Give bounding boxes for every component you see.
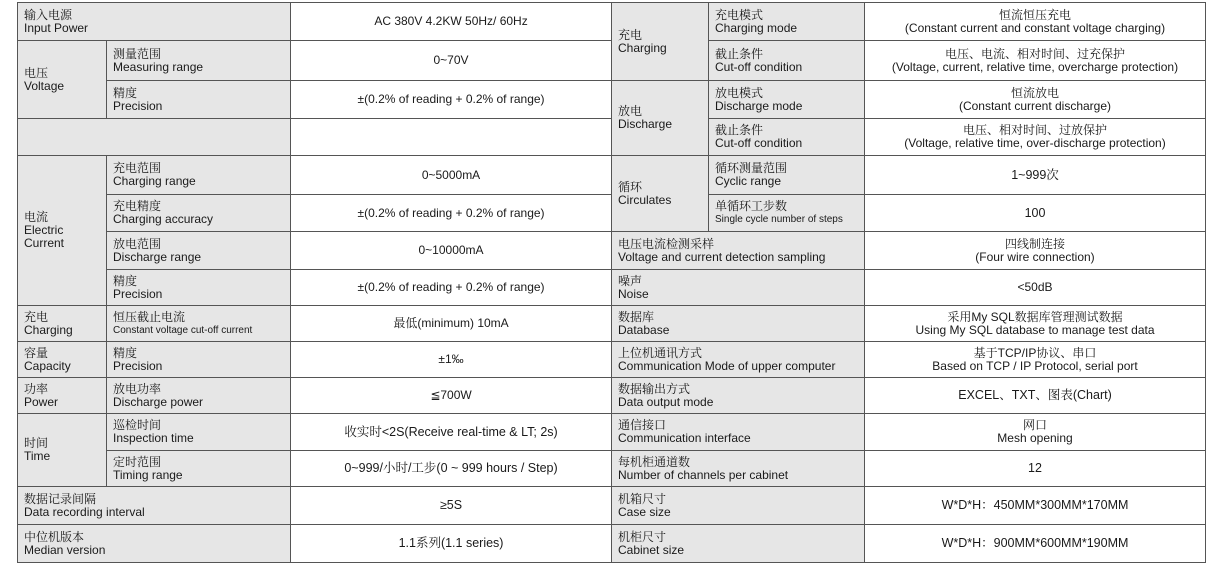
value-communication-interface: 网口 Mesh opening — [865, 414, 1206, 451]
label-charging-accuracy: 充电精度 Charging accuracy — [107, 195, 291, 232]
row-cutoff-current — [18, 306, 612, 342]
row-inspection-time — [18, 414, 612, 451]
label-charging-mode: 充电模式 Charging mode — [709, 3, 865, 41]
value-charging-cutoff: 电压、电流、相对时间、过充保护 (Voltage, current, relative time, overcharge protection) — [865, 41, 1206, 81]
row-detection-sampling — [612, 232, 1206, 270]
label-voltage: 电压 Voltage — [18, 41, 107, 119]
label-time: 时间 Time — [18, 414, 107, 487]
row-cyclic-range — [612, 156, 1206, 195]
label-power: 功率 Power — [18, 378, 107, 414]
row-current-precision — [18, 270, 612, 306]
label-voltage-precision: 精度 Precision — [107, 81, 291, 119]
value-median-version: 1.1系列(1.1 series) — [291, 525, 612, 563]
spec-sheet — [17, 2, 1205, 574]
row-voltage-precision — [18, 81, 612, 119]
label-circulates: 循环 Circulates — [612, 156, 709, 232]
row-discharge-range — [18, 232, 612, 270]
value-capacity-precision: ±1‰ — [291, 342, 612, 378]
row-channels-per-cabinet — [612, 451, 1206, 487]
spec-table-right — [611, 2, 1205, 563]
value-noise: <50dB — [865, 270, 1206, 306]
value-voltage-precision: ±(0.2% of reading + 0.2% of range) — [291, 81, 612, 119]
label-timing-range: 定时范围 Timing range — [107, 451, 291, 487]
label-charging-range: 充电范围 Charging range — [107, 156, 291, 195]
row-charging-mode — [612, 3, 1206, 41]
value-data-output: EXCEL、TXT、图表(Chart) — [865, 378, 1206, 414]
label-detection-sampling: 电压电流检测采样 Voltage and current detection sampling — [612, 232, 865, 270]
value-communication-mode: 基于TCP/IP协议、串口 Based on TCP / IP Protocol, serial port — [865, 342, 1206, 378]
row-median-version — [18, 525, 612, 563]
label-communication-interface: 通信接口 Communication interface — [612, 414, 865, 451]
label-charging: 充电 Charging — [18, 306, 107, 342]
value-detection-sampling: 四线制连接 (Four wire connection) — [865, 232, 1206, 270]
label-charging-right: 充电 Charging — [612, 3, 709, 81]
row-recording-interval — [18, 487, 612, 525]
row-charging-range — [18, 156, 612, 195]
row-discharge-mode — [612, 81, 1206, 119]
value-recording-interval: ≥5S — [291, 487, 612, 525]
value-discharge-power: ≦700W — [291, 378, 612, 414]
row-timing-range — [18, 451, 612, 487]
value-cutoff-current: 最低(minimum) 10mA — [291, 306, 612, 342]
label-inspection-time: 巡检时间 Inspection time — [107, 414, 291, 451]
row-voltage-range — [18, 41, 612, 81]
label-median-version: 中位机版本 Median version — [18, 525, 291, 563]
label-voltage-range: 测量范围 Measuring range — [107, 41, 291, 81]
label-cabinet-size: 机柜尺寸 Cabinet size — [612, 525, 865, 563]
value-cabinet-size: W*D*H：900MM*600MM*190MM — [865, 525, 1206, 563]
value-input-power: AC 380V 4.2KW 50Hz/ 60Hz — [291, 3, 612, 41]
label-discharge: 放电 Discharge — [612, 81, 709, 156]
label-communication-mode: 上位机通讯方式 Communication Mode of upper computer — [612, 342, 865, 378]
label-cyclic-range: 循环测量范围 Cyclic range — [709, 156, 865, 195]
row-input-power — [18, 3, 612, 41]
row-database — [612, 306, 1206, 342]
spec-table-left — [17, 2, 611, 563]
label-capacity: 容量 Capacity — [18, 342, 107, 378]
value-discharge-mode: 恒流放电 (Constant current discharge) — [865, 81, 1206, 119]
label-discharge-cutoff: 截止条件 Cut-off condition — [709, 119, 865, 156]
value-current-precision: ±(0.2% of reading + 0.2% of range) — [291, 270, 612, 306]
row-blank — [18, 119, 612, 156]
value-inspection-time: 收实时<2S(Receive real-time & LT; 2s) — [291, 414, 612, 451]
value-database: 采用My SQL数据库管理测试数据 Using My SQL database to manage test data — [865, 306, 1206, 342]
label-discharge-power: 放电功率 Discharge power — [107, 378, 291, 414]
value-charging-range: 0~5000mA — [291, 156, 612, 195]
label-noise: 噪声 Noise — [612, 270, 865, 306]
value-discharge-cutoff: 电压、相对时间、过放保护 (Voltage, relative time, over-discharge protection) — [865, 119, 1206, 156]
label-discharge-range: 放电范围 Discharge range — [107, 232, 291, 270]
value-case-size: W*D*H：450MM*300MM*170MM — [865, 487, 1206, 525]
label-capacity-precision: 精度 Precision — [107, 342, 291, 378]
value-cyclic-range: 1~999次 — [865, 156, 1206, 195]
label-discharge-mode: 放电模式 Discharge mode — [709, 81, 865, 119]
blank-value — [291, 119, 612, 156]
row-case-size — [612, 487, 1206, 525]
row-noise — [612, 270, 1206, 306]
label-data-output: 数据输出方式 Data output mode — [612, 378, 865, 414]
row-data-output — [612, 378, 1206, 414]
label-database: 数据库 Database — [612, 306, 865, 342]
value-charging-mode: 恒流恒压充电 (Constant current and constant voltage charging) — [865, 3, 1206, 41]
value-timing-range: 0~999/小时/工步(0 ~ 999 hours / Step) — [291, 451, 612, 487]
value-cycle-steps: 100 — [865, 195, 1206, 232]
blank-cell — [18, 119, 291, 156]
label-current-precision: 精度 Precision — [107, 270, 291, 306]
label-current: 电流 Electric Current — [18, 156, 107, 306]
label-cycle-steps: 单循环工步数 Single cycle number of steps — [709, 195, 865, 232]
label-cutoff-current: 恒压截止电流 Constant voltage cut-off current — [107, 306, 291, 342]
label-recording-interval: 数据记录间隔 Data recording interval — [18, 487, 291, 525]
label-input-power: 输入电源 Input Power — [18, 3, 291, 41]
value-charging-accuracy: ±(0.2% of reading + 0.2% of range) — [291, 195, 612, 232]
row-communication-mode — [612, 342, 1206, 378]
value-discharge-range: 0~10000mA — [291, 232, 612, 270]
label-channels-per-cabinet: 每机柜通道数 Number of channels per cabinet — [612, 451, 865, 487]
row-power — [18, 378, 612, 414]
value-voltage-range: 0~70V — [291, 41, 612, 81]
label-case-size: 机箱尺寸 Case size — [612, 487, 865, 525]
row-cabinet-size — [612, 525, 1206, 563]
row-communication-interface — [612, 414, 1206, 451]
row-capacity — [18, 342, 612, 378]
label-charging-cutoff: 截止条件 Cut-off condition — [709, 41, 865, 81]
value-channels-per-cabinet: 12 — [865, 451, 1206, 487]
row-charging-accuracy — [18, 195, 612, 232]
